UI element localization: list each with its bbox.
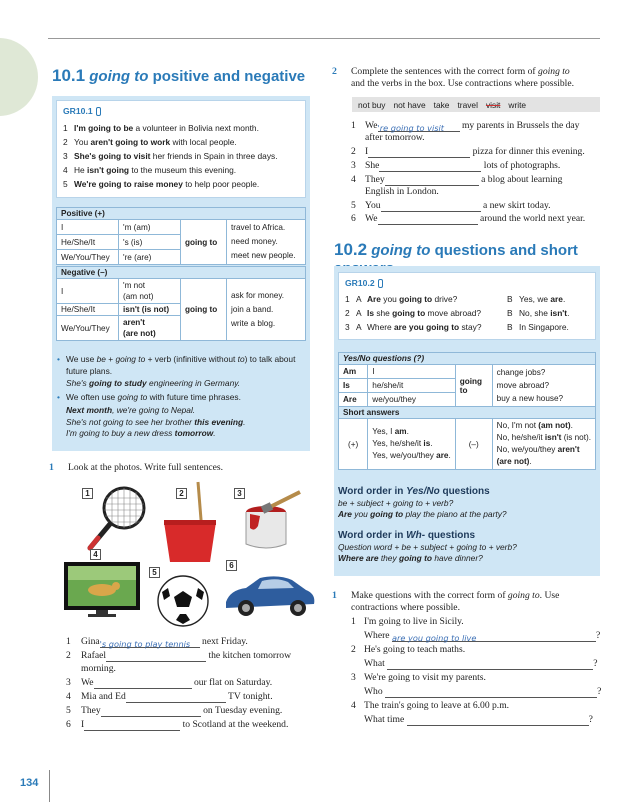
exercise-r1-sentence: 2 He's going to teach maths. <box>351 644 466 655</box>
short-answer: No, he/she/it isn't (is not). <box>496 433 591 442</box>
gr101-item-3: 3 She's going to visit her friends in Spain in three days. <box>63 151 278 161</box>
section-number: 10.2 <box>334 240 368 259</box>
subject-cell: I <box>368 365 455 379</box>
top-rule <box>48 38 600 39</box>
short-answer: No, I'm not (am not). <box>496 421 573 430</box>
going-to-cell: going to <box>181 279 227 341</box>
exercise-r1-sentence: 3 We're going to visit my parents. <box>351 672 486 683</box>
verb-item: move abroad? <box>496 381 549 390</box>
gr101-item-4: 4 He isn't going to the museum this evening. <box>63 165 237 175</box>
subject-cell: We/You/They <box>57 250 119 265</box>
photo-number: 3 <box>234 488 245 499</box>
tennis-racket-image <box>84 484 148 554</box>
answer-blank[interactable] <box>94 679 192 689</box>
word-order-yes-no <box>338 486 596 519</box>
exercise-r1-number: 1 <box>332 590 337 601</box>
photo-number: 5 <box>149 567 160 578</box>
subject-cell: we/you/they <box>368 393 455 407</box>
note-example-1: She's going to study engineering in Germany. <box>66 378 241 388</box>
subject-cell: We/You/They <box>57 316 119 341</box>
exercise-2-instruction-1: Complete the sentences with the correct form of going to <box>351 66 570 77</box>
exercise-2-instruction-2: and the verbs in the box. Use contractions where possible. <box>351 78 574 89</box>
photo-number: 4 <box>90 549 101 560</box>
exercise-1-item: 3 We our flat on Saturday. <box>66 677 273 688</box>
word-box-item: take <box>433 99 450 110</box>
exercise-1-item: 6 I to Scotland at the weekend. <box>66 719 289 730</box>
be-cell: Is <box>339 379 368 393</box>
negative-table <box>56 266 306 341</box>
blue-car-image <box>222 568 318 620</box>
page-number-rule <box>49 770 50 802</box>
note-bullet-1: • We use be + going to + verb (infinitive without to) to talk about future plans. <box>66 354 306 377</box>
short-answer: Yes, I am. <box>372 427 409 436</box>
verb-cell <box>227 279 306 341</box>
exercise-r1-instruction-2: contractions where possible. <box>351 602 460 613</box>
positive-header: Positive (+) <box>57 208 306 220</box>
be-text: 'm not <box>123 281 146 290</box>
yes-no-header: Yes/No questions (?) <box>339 353 596 365</box>
exercise-2-item-cont: after tomorrow. <box>365 132 425 143</box>
paint-can-image <box>240 488 306 554</box>
exercise-r1-question: What time ? <box>364 714 593 725</box>
gr102-item-3: 3 A Where are you going to stay? <box>345 322 482 332</box>
word-box-item: not have <box>393 99 426 110</box>
answer-blank[interactable] <box>407 716 589 726</box>
gr101-code <box>63 106 101 116</box>
going-to-cell: going to <box>181 220 227 265</box>
word-order-formula: Question word + be + subject + going to + verb? <box>338 542 517 552</box>
photo-number: 6 <box>226 560 237 571</box>
gr-code-text: GR10.1 <box>63 106 93 116</box>
short-answer: Yes, he/she/it is. <box>372 439 433 448</box>
be-cell <box>119 316 181 341</box>
exercise-2-item: 1 We're going to visit my parents in Brussels the day <box>351 120 580 133</box>
plus-label: (+) <box>339 419 368 470</box>
answer-blank[interactable]: 're going to visit <box>378 122 460 132</box>
answer-blank[interactable]: 's going to play tennis <box>100 638 200 648</box>
exercise-2-item-cont: English in London. <box>365 186 439 197</box>
word-order-example: Are you going to play the piano at the party? <box>338 509 507 519</box>
exercise-1-item: 1 Gina's going to play tennis next Friday. <box>66 636 248 649</box>
verb-cell <box>492 365 595 407</box>
be-text: (are not) <box>123 329 156 338</box>
exercise-2-item: 6 We around the world next year. <box>351 213 586 224</box>
gr101-item-1: 1 I'm going to be a volunteer in Bolivia next month. <box>63 123 259 133</box>
exercise-2-item: 3 She lots of photographs. <box>351 160 561 171</box>
word-box-item: not buy <box>358 99 386 110</box>
negative-answers <box>492 419 595 470</box>
tv-cheetah-image <box>62 560 142 620</box>
exercise-r1-question: What ? <box>364 658 598 669</box>
answer-blank[interactable] <box>368 148 470 158</box>
gr102-answer-3: B In Singapore. <box>507 322 569 332</box>
exercise-r1-sentence: 1 I'm going to live in Sicily. <box>351 616 464 627</box>
gr102-item-1: 1 A Are you going to drive? <box>345 294 458 304</box>
decorative-circle <box>0 38 38 116</box>
section-title-10-1 <box>52 66 305 86</box>
exercise-1-item: 5 They on Tuesday evening. <box>66 705 283 716</box>
gr102-answer-1: B Yes, we are. <box>507 294 566 304</box>
section-title-rest: questions and short <box>434 242 578 259</box>
be-cell: 're (are) <box>119 250 181 265</box>
answer-blank[interactable] <box>385 176 479 186</box>
exercise-2-item: 2 I pizza for dinner this evening. <box>351 146 585 157</box>
word-box-item: travel <box>457 99 478 110</box>
answer-blank[interactable] <box>101 707 201 717</box>
note-example-2: Next month, we're going to Nepal. <box>66 405 196 415</box>
photo-number: 1 <box>82 488 93 499</box>
exercise-r1-instruction-1: Make questions with the correct form of going to. Use <box>351 590 560 601</box>
answer-blank[interactable] <box>385 688 597 698</box>
exercise-r1-question: Where are you going to live ? <box>364 630 601 643</box>
note-example-3: She's not going to see her brother this evening. <box>66 416 246 427</box>
verb-item: change jobs? <box>496 368 546 377</box>
be-text: (am not) <box>123 292 154 301</box>
verb-item: need money. <box>231 237 278 246</box>
exercise-1-number: 1 <box>49 462 54 473</box>
page-number: 134 <box>20 777 39 789</box>
football-image <box>156 574 210 628</box>
answer-blank[interactable] <box>387 660 593 670</box>
exercise-2-item: 4 They a blog about learning <box>351 174 563 185</box>
positive-table <box>56 207 306 265</box>
negative-header: Negative (–) <box>57 267 306 279</box>
verb-item: write a blog. <box>231 318 276 328</box>
minus-label: (–) <box>455 419 492 470</box>
subject-cell: He/She/It <box>57 235 119 250</box>
be-cell: isn't (is not) <box>119 304 181 316</box>
answer-blank[interactable] <box>379 162 481 172</box>
verb-item: travel to Africa. <box>231 223 286 232</box>
word-order-formula: be + subject + going to + verb? <box>338 498 454 508</box>
gr101-item-5: 5 We're going to raise money to help poor people. <box>63 179 260 189</box>
gr-code-text: GR10.2 <box>345 278 375 288</box>
be-cell: 'm (am) <box>119 220 181 235</box>
be-text: aren't <box>123 318 145 327</box>
grammar-notes <box>66 354 306 440</box>
exercise-1-item-cont: morning. <box>81 663 116 674</box>
gr102-box <box>338 272 596 340</box>
gr102-item-2: 2 A Is she going to move abroad? <box>345 308 482 318</box>
gr101-box <box>56 100 306 198</box>
section-number: 10.1 <box>52 66 86 85</box>
answer-blank[interactable] <box>378 215 478 225</box>
verb-cell <box>227 220 306 265</box>
answer-blank[interactable] <box>126 693 226 703</box>
gr102-code <box>345 278 383 288</box>
verb-item: join a band. <box>231 304 274 314</box>
positive-answers <box>368 419 455 470</box>
going-to-cell: going to <box>455 365 492 407</box>
exercise-r1-question: Who ? <box>364 686 602 697</box>
short-answer: (are not). <box>496 457 532 466</box>
subject-cell: He/She/It <box>57 304 119 316</box>
verb-item: buy a new house? <box>496 394 564 403</box>
bucket-mop-image <box>158 478 224 564</box>
exercise-1-instruction: Look at the photos. Write full sentences. <box>68 462 224 473</box>
subject-cell: I <box>57 220 119 235</box>
word-order-example: Where are they going to have dinner? <box>338 553 483 563</box>
be-cell: 's (is) <box>119 235 181 250</box>
exercise-1-item: 4 Mia and Ed TV tonight. <box>66 691 273 702</box>
word-order-title: Word order in Wh- questions <box>338 530 476 541</box>
short-answer: Yes, we/you/they are. <box>372 451 451 460</box>
audio-icon[interactable] <box>378 279 383 288</box>
short-answer: No, we/you/they aren't <box>496 445 580 454</box>
word-box-item-used: visit <box>485 99 501 110</box>
gr102-answer-2: B No, she isn't. <box>507 308 570 318</box>
subject-cell: he/she/it <box>368 379 455 393</box>
exercise-2-item: 5 You a new skirt today. <box>351 200 551 211</box>
section-title-em: going to <box>89 68 149 85</box>
verb-item: ask for money. <box>231 290 285 300</box>
note-example-4: I'm going to buy a new dress tomorrow. <box>66 428 216 438</box>
photo-number: 2 <box>176 488 187 499</box>
audio-icon[interactable] <box>96 107 101 116</box>
yes-no-table <box>338 352 596 470</box>
verb-item: meet new people. <box>231 251 296 260</box>
exercise-2-number: 2 <box>332 66 337 77</box>
exercise-r1-sentence: 4 The train's going to leave at 6.00 p.m. <box>351 700 510 711</box>
word-box <box>352 97 600 112</box>
answer-blank[interactable] <box>106 652 206 662</box>
be-cell: Are <box>339 393 368 407</box>
be-cell: Am <box>339 365 368 379</box>
section-title-rest: positive and negative <box>148 68 306 85</box>
answer-blank[interactable] <box>381 202 481 212</box>
word-order-title: Word order in Yes/No questions <box>338 486 490 497</box>
subject-cell: I <box>57 279 119 304</box>
gr101-item-2: 2 You aren't going to work with local people. <box>63 137 237 147</box>
exercise-1-item: 2 Rafael the kitchen tomorrow <box>66 650 292 661</box>
be-cell <box>119 279 181 304</box>
word-box-item: write <box>508 99 527 110</box>
answer-blank[interactable]: are you going to live <box>392 632 596 642</box>
answer-blank[interactable] <box>84 721 180 731</box>
word-order-wh <box>338 530 596 563</box>
short-answers-header: Short answers <box>339 407 596 419</box>
note-bullet-2: • We often use going to with future time phrases. <box>66 392 306 404</box>
section-title-em: going to <box>371 242 431 259</box>
